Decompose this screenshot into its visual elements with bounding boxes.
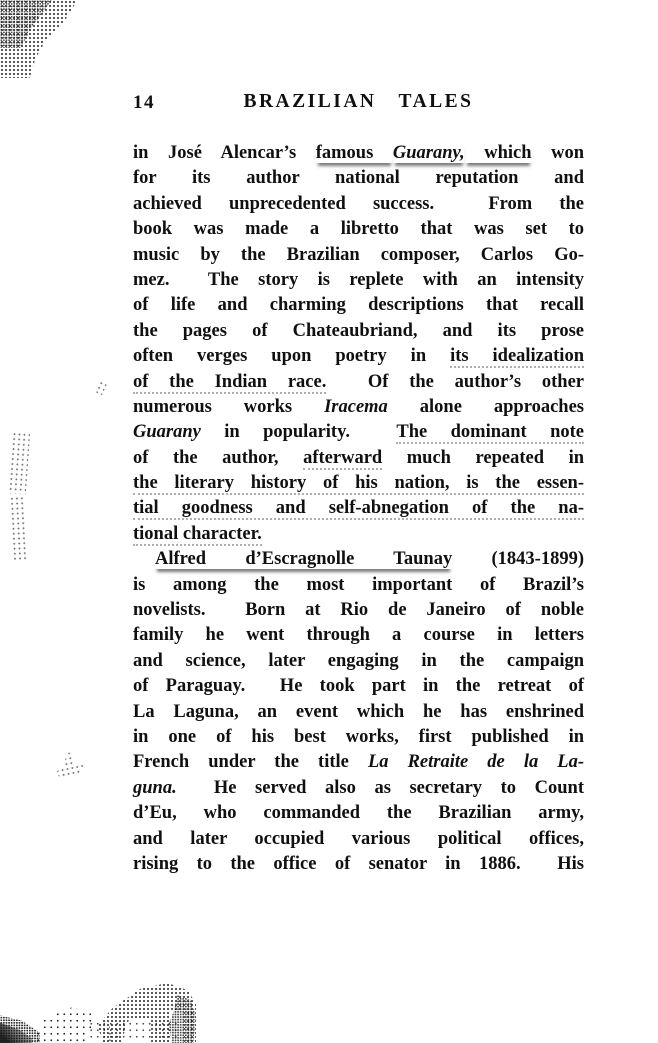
- text-line: [133, 674, 584, 699]
- text-line: [133, 547, 584, 572]
- text-segment: won: [531, 143, 585, 163]
- text-segment: mez. The story is replete with an intensity: [133, 269, 584, 290]
- text-line: [133, 573, 584, 598]
- text-line: [133, 268, 584, 293]
- text-segment: of life and charming descriptions that recall: [133, 295, 584, 316]
- page-header: [133, 91, 584, 117]
- margin-pencil-mark-small: [95, 380, 108, 395]
- italic-text: La Retraite de la La-: [367, 752, 585, 773]
- italic-text: Guarany: [133, 422, 201, 443]
- text-line: [133, 344, 584, 369]
- text-segment: tional character.: [133, 523, 262, 544]
- text-segment: Of the author’s other: [326, 371, 584, 392]
- text-segment: the literary history of his nation, is the essen-: [133, 473, 584, 494]
- text-segment: the pages of Chateaubriand, and its prose: [133, 320, 584, 341]
- scan-smudge-bottom-corner: [0, 1006, 40, 1043]
- text-segment: in one of his best works, first published in: [133, 726, 584, 747]
- margin-pencil-strip-2: [9, 496, 27, 563]
- text-segment: alone approaches: [387, 396, 584, 417]
- text-segment: music by the Brazilian composer, Carlos Go-: [133, 244, 584, 265]
- text-line: [133, 370, 584, 395]
- text-line: [133, 217, 584, 242]
- margin-pencil-blob: [52, 748, 88, 780]
- text-line: [133, 471, 584, 496]
- text-segment: rising to the office of senator in 1886. His: [133, 853, 584, 874]
- text-segment: (1843-1899): [452, 549, 584, 570]
- text-segment: La Laguna, an event which he has enshrined: [133, 701, 584, 722]
- text-line: [133, 243, 584, 268]
- text-segment: book was made a libretto that was set to: [133, 219, 584, 240]
- text-line: [133, 750, 584, 775]
- text-segment: in José Alencar’s: [133, 143, 316, 163]
- text-line: [133, 319, 584, 344]
- text-line: [133, 598, 584, 623]
- text-segment: its idealization: [450, 346, 584, 367]
- text-segment: of the author,: [133, 447, 304, 468]
- text-segment: achieved unprecedented success. From the: [133, 193, 584, 214]
- text-line: [133, 446, 584, 471]
- text-line: [133, 420, 584, 445]
- text-segment: is among the most important of Brazil’s: [133, 574, 584, 595]
- page-number: 14: [133, 92, 155, 113]
- text-line: [133, 852, 584, 877]
- text-segment: which: [464, 143, 532, 163]
- margin-pencil-strip-1: [8, 431, 30, 494]
- text-segment: famous: [315, 143, 393, 163]
- text-line: [133, 623, 584, 648]
- text-segment: The dominant note: [396, 422, 584, 443]
- text-line: [133, 141, 584, 166]
- text-segment: d’Eu, who commanded the Brazilian army,: [133, 803, 584, 824]
- italic-text: guna.: [133, 777, 177, 798]
- text-line: [133, 776, 584, 801]
- text-segment: novelists. Born at Rio de Janeiro of noble: [133, 600, 584, 621]
- text-line: [133, 192, 584, 217]
- text-segment: much repeated in: [382, 447, 584, 468]
- text-segment: numerous works: [133, 396, 325, 417]
- italic-text: Iracema: [324, 396, 388, 417]
- text-segment: in popularity.: [200, 422, 397, 443]
- text-segment: family he went through a course in letters: [133, 625, 584, 646]
- text-line: [133, 496, 584, 521]
- text-segment: tial goodness and self-abnegation of the na-: [133, 498, 584, 519]
- text-line: [133, 700, 584, 725]
- text-segment: for its author national reputation and: [133, 168, 584, 189]
- text-line: [133, 293, 584, 318]
- running-title: BRAZILIAN TALES: [243, 91, 474, 112]
- text-segment: Alfred d’Escragnolle Taunay: [155, 549, 453, 570]
- text-line: [133, 395, 584, 420]
- text-segment: French under the title: [133, 752, 368, 773]
- text-line: [133, 827, 584, 852]
- text-segment: of Paraguay. He took part in the retreat of: [133, 676, 584, 697]
- text-segment: often verges upon poetry in: [133, 346, 451, 367]
- italic-text: Guarany,: [392, 143, 465, 163]
- body-text: [133, 141, 584, 877]
- text-segment: afterward: [303, 447, 383, 468]
- text-segment: and science, later engaging in the campaign: [133, 650, 584, 671]
- text-line: [133, 649, 584, 674]
- text-line: [133, 801, 584, 826]
- text-segment: of the Indian race.: [133, 371, 327, 392]
- text-segment: and later occupied various political offices,: [133, 828, 584, 849]
- text-line: [133, 522, 584, 547]
- text-segment: He served also as secretary to Count: [176, 777, 584, 798]
- text-line: [133, 166, 584, 191]
- text-line: [133, 725, 584, 750]
